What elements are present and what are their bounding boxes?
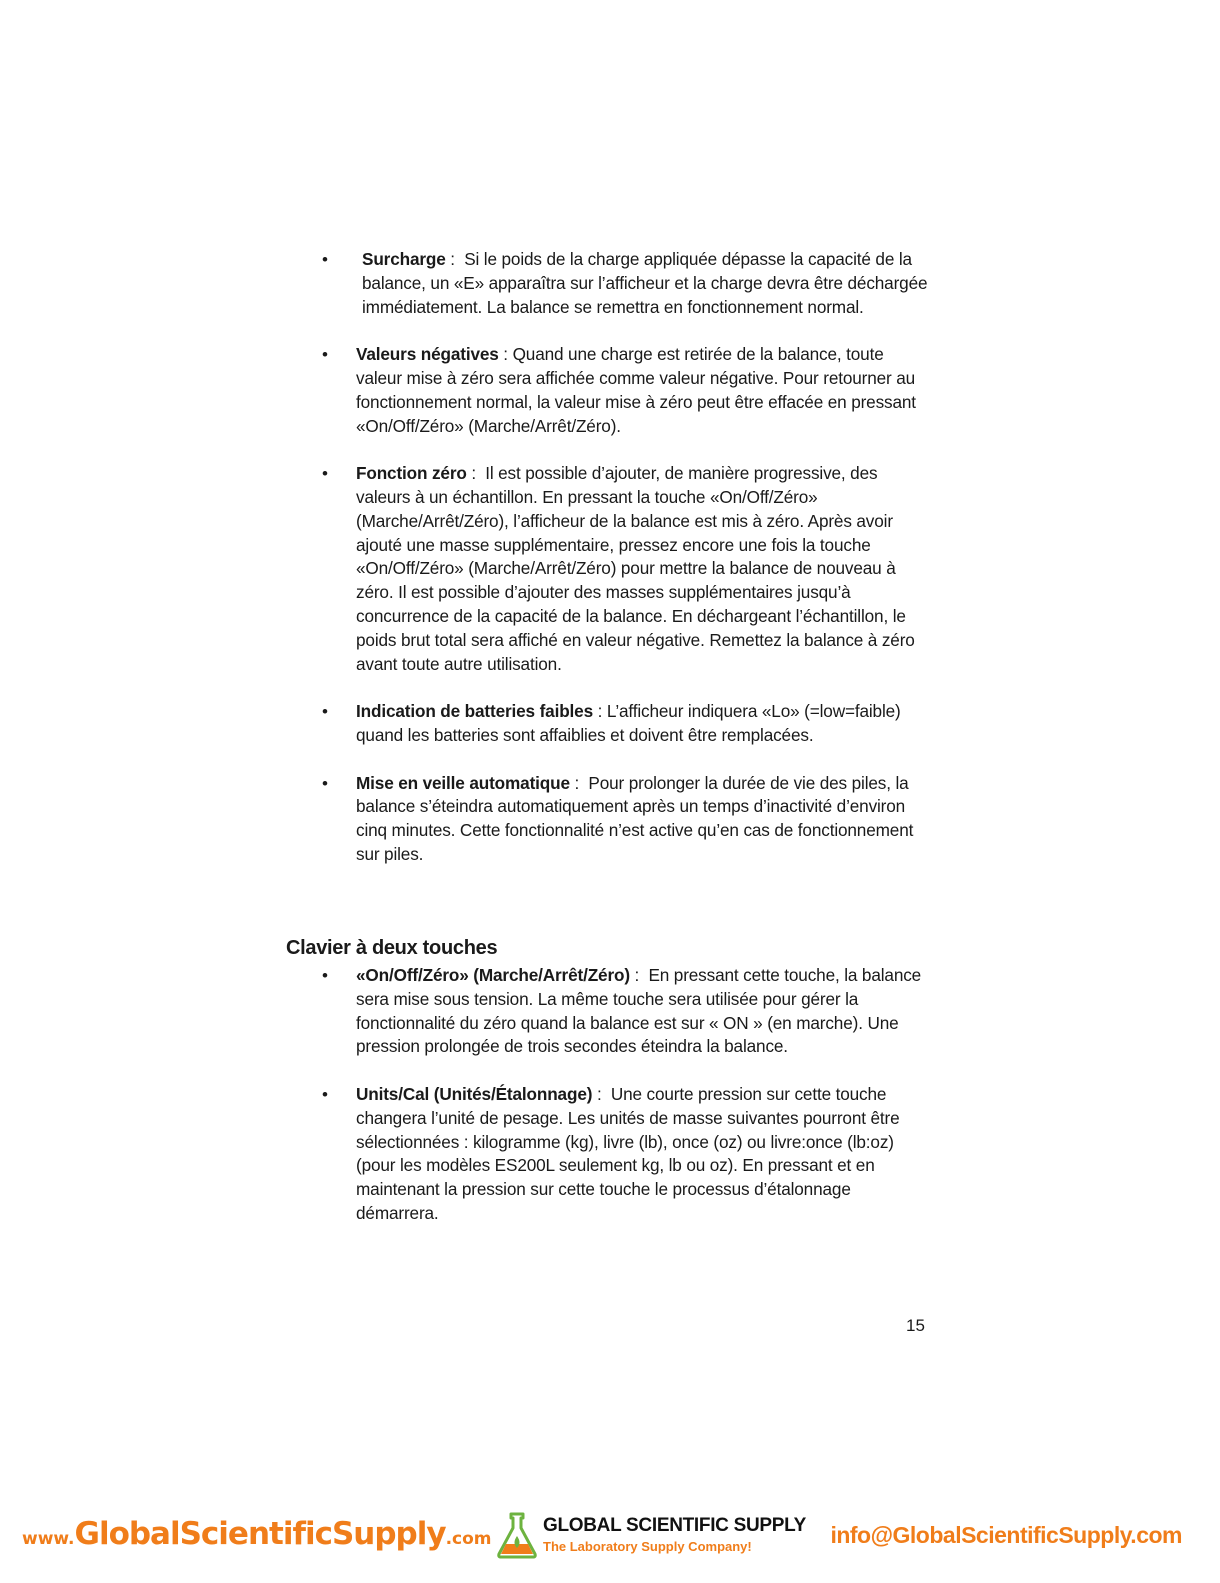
item-text: Pour prolonger la durée de vie des piles, la balance s’éteindra automatiquement après un temps d’inactivité d’environ cinq minutes. Cette fonctionnalité n’est active qu’en cas de fonctionnement sur piles.: [356, 772, 914, 864]
item-separator: :: [629, 965, 649, 985]
item-term: Valeurs négatives: [356, 344, 499, 365]
item-term: Fonction zéro: [356, 463, 467, 484]
website-link[interactable]: [22, 1516, 492, 1552]
list-item: [318, 700, 933, 748]
list-item: [318, 772, 933, 867]
item-separator: :: [592, 1083, 611, 1104]
logo-name: GLOBAL SCIENTIFIC SUPPLY: [543, 1515, 807, 1536]
flask-icon: [496, 1510, 538, 1560]
item-term: Units/Cal (Unités/Étalonnage): [356, 1083, 593, 1104]
company-logo: [496, 1508, 806, 1568]
item-separator: :: [445, 249, 465, 269]
item-text: Il est possible d’ajouter, de manière progressive, des valeurs à un échantillon. En pressant la touche «On/Off/Zéro» (Marche/Arrêt/Zéro), l’afficheur de la balance est mis à zéro. Après avoir ajouté une masse supplémentaire, pressez encore une fois la touche «On/Off/Zéro» (Marche/Arrêt/Zéro) pour mettre la balance de nouveau à zéro. Il est possible d’ajouter des masses supplémentaires jusqu’à concurrence de la capacité de la balance. En déchargeant l’échantillon, le poids brut total sera affiché en valeur négative. Remettez la balance à zéro avant toute autre utilisation.: [356, 463, 915, 674]
bullet-icon: •: [322, 464, 328, 484]
item-separator: :: [569, 772, 589, 793]
list-item: [318, 964, 933, 1059]
url-main: GlobalScientificSupply: [74, 1516, 446, 1552]
bullet-icon: •: [322, 1084, 328, 1104]
bullet-icon: •: [322, 250, 328, 269]
list-item: [318, 248, 933, 319]
item-separator: :: [466, 463, 486, 484]
bullet-icon: •: [322, 966, 328, 985]
list-item: [318, 343, 933, 438]
features-list: [318, 248, 933, 867]
list-item: [318, 1083, 933, 1226]
keypad-list: [318, 964, 933, 1226]
item-text: En pressant cette touche, la balance sera mise sous tension. La même touche sera utilisée pour gérer la fonctionnalité du zéro quand la balance est sur « ON » (en marche). Une pression prolongée de trois secondes éteindra la balance.: [356, 965, 922, 1057]
list-item: [318, 462, 933, 676]
url-suffix: .com: [445, 1529, 492, 1549]
item-text: Si le poids de la charge appliquée dépasse la capacité de la balance, un «E» apparaîtra sur l’afficheur et la charge devra être déchargée immédiatement. La balance se remettra en fonctionnement normal.: [362, 249, 928, 317]
logo-tagline: The Laboratory Supply Company!: [543, 1539, 752, 1554]
item-separator: :: [498, 344, 513, 365]
item-text: Quand une charge est retirée de la balance, toute valeur mise à zéro sera affichée comme valeur négative. Pour retourner au fonctionnement normal, la valeur mise à zéro peut être effacée en pressant «On/Off/Zéro» (Marche/Arrêt/Zéro).: [356, 344, 916, 436]
email-link[interactable]: info@GlobalScientificSupply.com: [830, 1522, 1182, 1548]
item-term: «On/Off/Zéro» (Marche/Arrêt/Zéro): [356, 965, 630, 985]
item-term: Mise en veille automatique: [356, 772, 570, 793]
page-footer: [0, 1508, 1220, 1568]
bullet-icon: •: [322, 702, 328, 722]
item-term: Surcharge: [362, 249, 446, 269]
item-separator: :: [593, 701, 607, 722]
page-number: 15: [906, 1316, 925, 1335]
bullet-icon: •: [322, 773, 328, 793]
url-prefix: www.: [22, 1529, 75, 1549]
section-heading: Clavier à deux touches: [286, 937, 498, 959]
item-term: Indication de batteries faibles: [356, 701, 593, 722]
item-text: Une courte pression sur cette touche changera l’unité de pesage. Les unités de masse suivantes pourront être sélectionnées : kilogramme (kg), livre (lb), once (oz) ou livre:once (lb:oz) (pour les modèles ES200L seulement kg, lb ou oz). En pressant et en maintenant la pression sur cette touche le processus d’étalonnage démarrera.: [356, 1083, 900, 1223]
item-text: L’afficheur indiquera «Lo» (=low=faible) quand les batteries sont affaiblies et doivent être remplacées.: [356, 701, 901, 745]
bullet-icon: •: [322, 345, 328, 365]
